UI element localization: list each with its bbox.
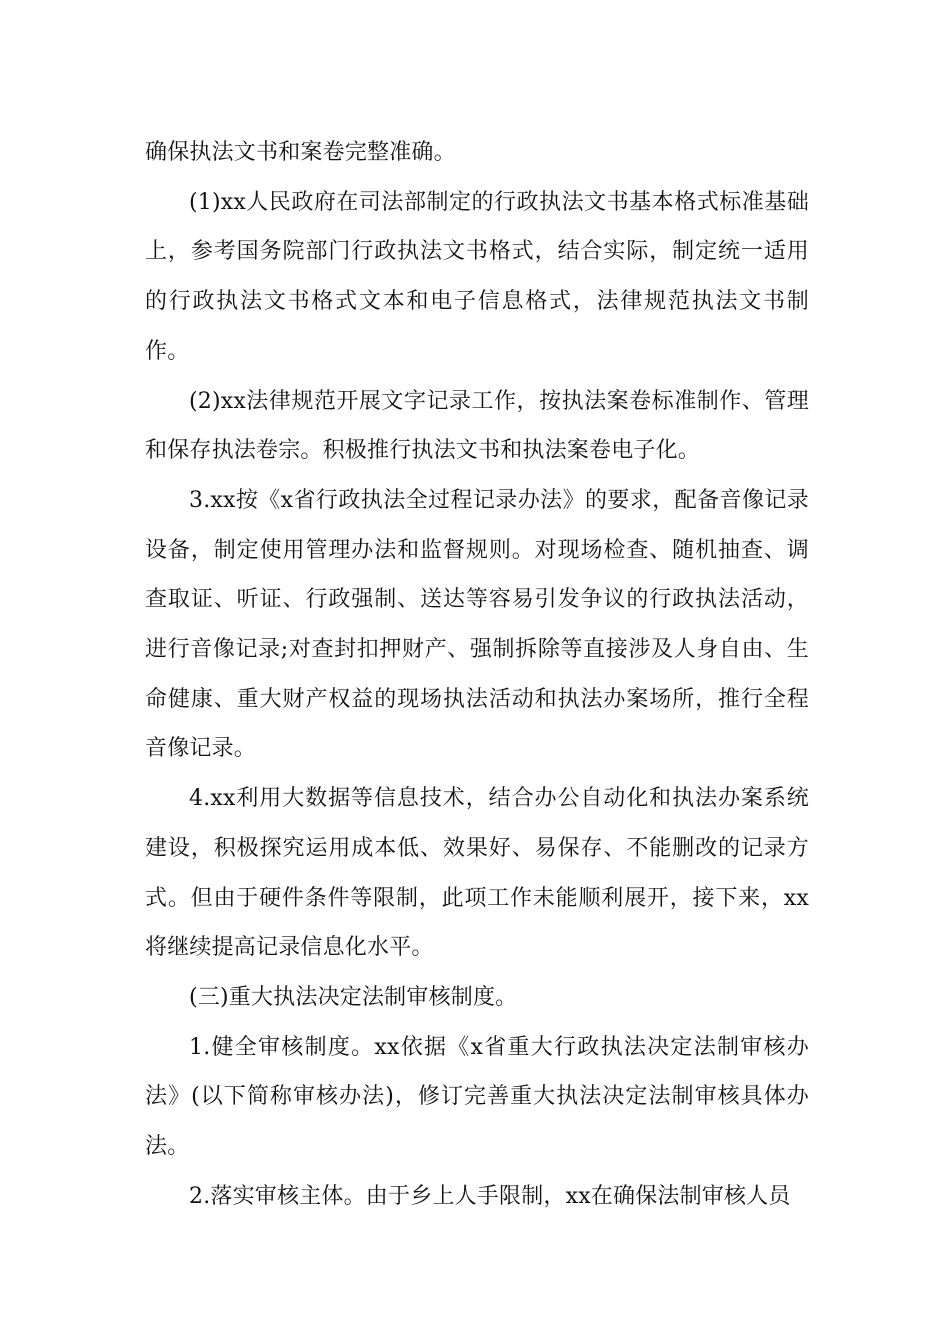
paragraph-2: (1)xx人民政府在司法部制定的行政执法文书基本格式标准基础上，参考国务院部门行政执法文书格式，结合实际，制定统一适用的行政执法文书格式文本和电子信息格式，法律规范执法文书制作。 — [145, 189, 809, 364]
paragraph-5: 4.xx利用大数据等信息技术，结合办公自动化和执法办案系统建设，积极探究运用成本低、效果好、易保存、不能删改的记录方式。但由于硬件条件等限制，此项工作未能顺利展开，接下来，xx将继续提高记录信息化水平。 — [145, 786, 809, 961]
paragraph-3: (2)xx法律规范开展文字记录工作，按执法案卷标准制作、管理和保存执法卷宗。积极推行执法文书和执法案卷电子化。 — [145, 388, 809, 464]
paragraph-4: 3.xx按《x省行政执法全过程记录办法》的要求，配备音像记录设备，制定使用管理办法和监督规则。对现场检查、随机抽查、调查取证、听证、行政强制、送达等容易引发争议的行政执法活动，进行音像记录;对查封扣押财产、强制拆除等直接涉及人身自由、生命健康、重大财产权益的现场执法活动和执法办案场所，推行全程音像记录。 — [145, 487, 809, 762]
document-body — [145, 128, 809, 1221]
section-heading: (三)重大执法决定法制审核制度。 — [189, 984, 518, 1010]
paragraph-8: 2.落实审核主体。由于乡上人手限制，xx在确保法制审核人员 — [189, 1183, 791, 1209]
paragraph-7: 1.健全审核制度。xx依据《x省重大行政执法决定法制审核办法》(以下简称审核办法)，修订完善重大执法决定法制审核具体办法。 — [145, 1034, 809, 1160]
paragraph-1: 确保执法文书和案卷完整准确。 — [145, 140, 456, 165]
